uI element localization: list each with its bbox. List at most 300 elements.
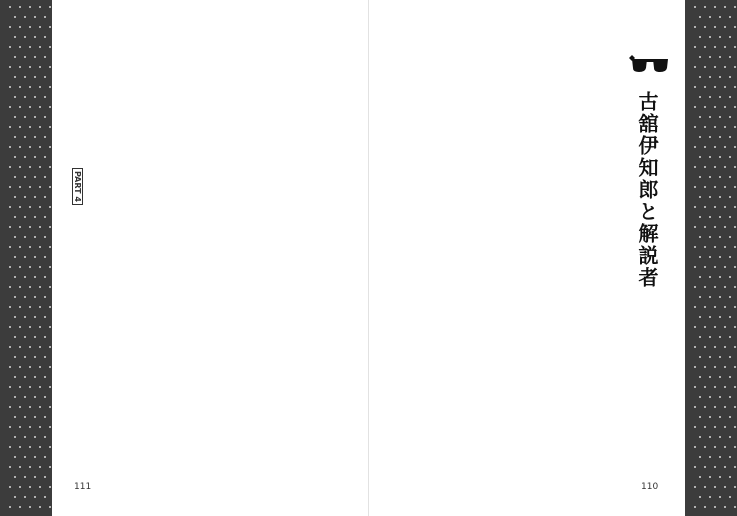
pattern-dot bbox=[34, 296, 36, 298]
pattern-dot bbox=[24, 436, 26, 438]
pattern-dot bbox=[24, 396, 26, 398]
pattern-dot bbox=[34, 76, 36, 78]
pattern-dot bbox=[729, 236, 731, 238]
pattern-dot bbox=[34, 36, 36, 38]
pattern-dot bbox=[699, 316, 701, 318]
pattern-dot bbox=[704, 106, 706, 108]
pattern-dot bbox=[709, 276, 711, 278]
pattern-dot bbox=[24, 236, 26, 238]
pattern-dot bbox=[44, 116, 46, 118]
pattern-dot bbox=[734, 466, 736, 468]
pattern-dot bbox=[24, 16, 26, 18]
pattern-dot bbox=[29, 66, 31, 68]
pattern-dot bbox=[704, 46, 706, 48]
pattern-dot bbox=[19, 226, 21, 228]
pattern-dot bbox=[29, 286, 31, 288]
pattern-dot bbox=[14, 356, 16, 358]
pattern-dot bbox=[714, 386, 716, 388]
pattern-dot bbox=[694, 46, 696, 48]
pattern-dot bbox=[49, 246, 51, 248]
pattern-dot bbox=[19, 346, 21, 348]
pattern-dot bbox=[14, 316, 16, 318]
pattern-dot bbox=[9, 226, 11, 228]
pattern-dot bbox=[34, 276, 36, 278]
pattern-dot bbox=[29, 326, 31, 328]
pattern-dot bbox=[9, 166, 11, 168]
pattern-dot bbox=[709, 36, 711, 38]
pattern-dot bbox=[734, 306, 736, 308]
pattern-dot bbox=[19, 406, 21, 408]
pattern-dot bbox=[714, 106, 716, 108]
pattern-dot bbox=[49, 126, 51, 128]
pattern-dot bbox=[14, 416, 16, 418]
pattern-dot bbox=[694, 386, 696, 388]
pattern-dot bbox=[714, 86, 716, 88]
pattern-dot bbox=[39, 246, 41, 248]
pattern-dot bbox=[714, 406, 716, 408]
pattern-dot bbox=[24, 476, 26, 478]
pattern-dot bbox=[14, 476, 16, 478]
pattern-dot bbox=[714, 426, 716, 428]
pattern-dot bbox=[694, 106, 696, 108]
pattern-dot bbox=[734, 366, 736, 368]
pattern-dot bbox=[14, 216, 16, 218]
pattern-dot bbox=[714, 366, 716, 368]
pattern-dot bbox=[729, 76, 731, 78]
pattern-dot bbox=[34, 356, 36, 358]
pattern-dot bbox=[14, 376, 16, 378]
pattern-dot bbox=[709, 396, 711, 398]
pattern-dot bbox=[714, 66, 716, 68]
pattern-dot bbox=[49, 226, 51, 228]
pattern-dot bbox=[724, 26, 726, 28]
pattern-dot bbox=[694, 246, 696, 248]
page-number: 111 bbox=[74, 482, 92, 492]
pattern-dot bbox=[44, 256, 46, 258]
pattern-dot bbox=[734, 386, 736, 388]
pattern-dot bbox=[719, 136, 721, 138]
pattern-dot bbox=[29, 126, 31, 128]
pattern-dot bbox=[19, 386, 21, 388]
right-edge-band bbox=[685, 0, 737, 516]
pattern-dot bbox=[9, 486, 11, 488]
pattern-dot bbox=[694, 66, 696, 68]
pattern-dot bbox=[29, 406, 31, 408]
pattern-dot bbox=[39, 166, 41, 168]
pattern-dot bbox=[29, 366, 31, 368]
pattern-dot bbox=[49, 346, 51, 348]
pattern-dot bbox=[34, 56, 36, 58]
pattern-dot bbox=[49, 26, 51, 28]
pattern-dot bbox=[709, 116, 711, 118]
pattern-dot bbox=[699, 136, 701, 138]
pattern-dot bbox=[699, 36, 701, 38]
pattern-dot bbox=[9, 286, 11, 288]
pattern-dot bbox=[29, 386, 31, 388]
pattern-dot bbox=[734, 346, 736, 348]
pattern-dot bbox=[694, 486, 696, 488]
pattern-dot bbox=[724, 6, 726, 8]
pattern-dot bbox=[719, 176, 721, 178]
pattern-dot bbox=[14, 336, 16, 338]
pattern-dot bbox=[39, 346, 41, 348]
pattern-dot bbox=[724, 286, 726, 288]
pattern-dot bbox=[9, 306, 11, 308]
pattern-dot bbox=[19, 306, 21, 308]
pattern-dot bbox=[34, 236, 36, 238]
pattern-dot bbox=[14, 36, 16, 38]
pattern-dot bbox=[29, 246, 31, 248]
pattern-dot bbox=[729, 396, 731, 398]
pattern-dot bbox=[9, 246, 11, 248]
pattern-dot bbox=[709, 196, 711, 198]
pattern-dot bbox=[29, 166, 31, 168]
pattern-dot bbox=[724, 106, 726, 108]
pattern-dot bbox=[44, 436, 46, 438]
pattern-dot bbox=[714, 246, 716, 248]
pattern-dot bbox=[24, 256, 26, 258]
pattern-dot bbox=[9, 386, 11, 388]
pattern-dot bbox=[724, 266, 726, 268]
pattern-dot bbox=[729, 116, 731, 118]
pattern-dot bbox=[24, 276, 26, 278]
pattern-dot bbox=[24, 216, 26, 218]
pattern-dot bbox=[9, 206, 11, 208]
pattern-dot bbox=[44, 76, 46, 78]
pattern-dot bbox=[9, 426, 11, 428]
pattern-dot bbox=[719, 216, 721, 218]
pattern-dot bbox=[719, 296, 721, 298]
pattern-dot bbox=[19, 146, 21, 148]
pattern-dot bbox=[724, 426, 726, 428]
body-text bbox=[383, 55, 613, 475]
pattern-dot bbox=[699, 216, 701, 218]
pattern-dot bbox=[29, 206, 31, 208]
pattern-dot bbox=[39, 46, 41, 48]
pattern-dot bbox=[49, 466, 51, 468]
pattern-dot bbox=[719, 16, 721, 18]
pattern-dot bbox=[24, 316, 26, 318]
pattern-dot bbox=[9, 346, 11, 348]
pattern-dot bbox=[719, 56, 721, 58]
pattern-dot bbox=[24, 416, 26, 418]
section-heading: 古舘伊知郎と解説者 bbox=[635, 91, 659, 289]
pattern-dot bbox=[724, 246, 726, 248]
pattern-dot bbox=[49, 186, 51, 188]
pattern-dot bbox=[729, 296, 731, 298]
pattern-dot bbox=[19, 66, 21, 68]
pattern-dot bbox=[49, 6, 51, 8]
pattern-dot bbox=[49, 446, 51, 448]
pattern-dot bbox=[699, 196, 701, 198]
pattern-dot bbox=[704, 146, 706, 148]
pattern-dot bbox=[14, 76, 16, 78]
pattern-dot bbox=[729, 256, 731, 258]
pattern-dot bbox=[44, 356, 46, 358]
pattern-dot bbox=[14, 236, 16, 238]
pattern-dot bbox=[709, 456, 711, 458]
pattern-dot bbox=[709, 496, 711, 498]
pattern-dot bbox=[719, 476, 721, 478]
pattern-dot bbox=[714, 306, 716, 308]
pattern-dot bbox=[14, 276, 16, 278]
pattern-dot bbox=[734, 206, 736, 208]
pattern-dot bbox=[39, 206, 41, 208]
pattern-dot bbox=[9, 466, 11, 468]
pattern-dot bbox=[699, 56, 701, 58]
pattern-dot bbox=[19, 486, 21, 488]
pattern-dot bbox=[699, 436, 701, 438]
pattern-dot bbox=[729, 176, 731, 178]
pattern-dot bbox=[14, 296, 16, 298]
pattern-dot bbox=[14, 116, 16, 118]
pattern-dot bbox=[704, 266, 706, 268]
pattern-dot bbox=[704, 86, 706, 88]
pattern-dot bbox=[734, 266, 736, 268]
pattern-dot bbox=[44, 336, 46, 338]
pattern-dot bbox=[9, 26, 11, 28]
pattern-dot bbox=[694, 406, 696, 408]
pattern-dot bbox=[699, 456, 701, 458]
pattern-dot bbox=[699, 176, 701, 178]
pattern-dot bbox=[719, 316, 721, 318]
pattern-dot bbox=[719, 196, 721, 198]
pattern-dot bbox=[39, 186, 41, 188]
pattern-dot bbox=[24, 336, 26, 338]
pattern-dot bbox=[14, 436, 16, 438]
pattern-dot bbox=[14, 156, 16, 158]
pattern-dot bbox=[734, 486, 736, 488]
pattern-dot bbox=[704, 6, 706, 8]
pattern-dot bbox=[44, 36, 46, 38]
pattern-dot bbox=[719, 76, 721, 78]
pattern-dot bbox=[714, 46, 716, 48]
pattern-dot bbox=[24, 496, 26, 498]
pattern-dot bbox=[49, 386, 51, 388]
pattern-dot bbox=[734, 506, 736, 508]
page-number: 110 bbox=[641, 482, 659, 492]
pattern-dot bbox=[39, 486, 41, 488]
pattern-dot bbox=[9, 86, 11, 88]
pattern-dot bbox=[709, 216, 711, 218]
pattern-dot bbox=[709, 16, 711, 18]
pattern-dot bbox=[19, 206, 21, 208]
pattern-dot bbox=[44, 236, 46, 238]
pattern-dot bbox=[714, 286, 716, 288]
pattern-dot bbox=[724, 486, 726, 488]
pattern-dot bbox=[49, 286, 51, 288]
pattern-dot bbox=[29, 306, 31, 308]
pattern-dot bbox=[714, 26, 716, 28]
pattern-dot bbox=[9, 446, 11, 448]
pattern-dot bbox=[9, 106, 11, 108]
pattern-dot bbox=[699, 496, 701, 498]
pattern-dot bbox=[734, 406, 736, 408]
pattern-dot bbox=[49, 206, 51, 208]
pattern-dot bbox=[724, 406, 726, 408]
pattern-dot bbox=[734, 446, 736, 448]
pattern-dot bbox=[714, 346, 716, 348]
pattern-dot bbox=[9, 326, 11, 328]
body-text bbox=[92, 55, 354, 475]
pattern-dot bbox=[9, 146, 11, 148]
pattern-dot bbox=[719, 256, 721, 258]
pattern-dot bbox=[19, 186, 21, 188]
pattern-dot bbox=[719, 156, 721, 158]
pattern-dot bbox=[714, 6, 716, 8]
pattern-dot bbox=[729, 156, 731, 158]
pattern-dot bbox=[49, 86, 51, 88]
pattern-dot bbox=[29, 106, 31, 108]
pattern-dot bbox=[704, 126, 706, 128]
pattern-dot bbox=[729, 416, 731, 418]
pattern-dot bbox=[709, 356, 711, 358]
pattern-dot bbox=[694, 186, 696, 188]
pattern-dot bbox=[14, 96, 16, 98]
pattern-dot bbox=[24, 456, 26, 458]
pattern-dot bbox=[694, 86, 696, 88]
pattern-dot bbox=[39, 386, 41, 388]
pattern-dot bbox=[34, 196, 36, 198]
pattern-dot bbox=[34, 176, 36, 178]
pattern-dot bbox=[39, 366, 41, 368]
pattern-dot bbox=[734, 66, 736, 68]
pattern-dot bbox=[724, 146, 726, 148]
pattern-dot bbox=[699, 356, 701, 358]
pattern-dot bbox=[729, 56, 731, 58]
pattern-dot bbox=[29, 486, 31, 488]
pattern-dot bbox=[734, 6, 736, 8]
pattern-dot bbox=[714, 446, 716, 448]
pattern-dot bbox=[24, 376, 26, 378]
pattern-dot bbox=[14, 196, 16, 198]
pattern-dot bbox=[49, 366, 51, 368]
pattern-dot bbox=[29, 506, 31, 508]
pattern-dot bbox=[699, 476, 701, 478]
pattern-dot bbox=[729, 456, 731, 458]
pattern-dot bbox=[39, 426, 41, 428]
pattern-dot bbox=[34, 376, 36, 378]
pattern-dot bbox=[19, 286, 21, 288]
pattern-dot bbox=[719, 36, 721, 38]
pattern-dot bbox=[709, 76, 711, 78]
pattern-dot bbox=[699, 296, 701, 298]
pattern-dot bbox=[49, 266, 51, 268]
pattern-dot bbox=[729, 316, 731, 318]
pattern-dot bbox=[39, 306, 41, 308]
pattern-dot bbox=[719, 276, 721, 278]
pattern-dot bbox=[724, 166, 726, 168]
pattern-dot bbox=[734, 46, 736, 48]
pattern-dot bbox=[34, 156, 36, 158]
pattern-dot bbox=[19, 6, 21, 8]
pattern-dot bbox=[34, 456, 36, 458]
pattern-dot bbox=[14, 56, 16, 58]
pattern-dot bbox=[724, 346, 726, 348]
pattern-dot bbox=[709, 236, 711, 238]
pattern-dot bbox=[694, 286, 696, 288]
pattern-dot bbox=[49, 506, 51, 508]
pattern-dot bbox=[734, 126, 736, 128]
pattern-dot bbox=[44, 476, 46, 478]
pattern-dot bbox=[704, 346, 706, 348]
pattern-dot bbox=[34, 496, 36, 498]
pattern-dot bbox=[719, 356, 721, 358]
pattern-dot bbox=[699, 276, 701, 278]
pattern-dot bbox=[29, 46, 31, 48]
pattern-dot bbox=[734, 106, 736, 108]
pattern-dot bbox=[724, 186, 726, 188]
pattern-dot bbox=[719, 336, 721, 338]
pattern-dot bbox=[724, 446, 726, 448]
pattern-dot bbox=[704, 446, 706, 448]
pattern-dot bbox=[29, 86, 31, 88]
pattern-dot bbox=[714, 226, 716, 228]
pattern-dot bbox=[699, 336, 701, 338]
pattern-dot bbox=[44, 296, 46, 298]
pattern-dot bbox=[694, 266, 696, 268]
pattern-dot bbox=[724, 306, 726, 308]
pattern-dot bbox=[729, 96, 731, 98]
pattern-dot bbox=[724, 66, 726, 68]
pattern-dot bbox=[734, 186, 736, 188]
left-edge-band bbox=[0, 0, 52, 516]
pattern-dot bbox=[699, 236, 701, 238]
pattern-dot bbox=[724, 46, 726, 48]
pattern-dot bbox=[29, 6, 31, 8]
pattern-dot bbox=[699, 96, 701, 98]
pattern-dot bbox=[19, 126, 21, 128]
pattern-dot bbox=[709, 436, 711, 438]
pattern-dot bbox=[19, 506, 21, 508]
pattern-dot bbox=[39, 446, 41, 448]
pattern-dot bbox=[709, 336, 711, 338]
pattern-dot bbox=[39, 226, 41, 228]
pattern-dot bbox=[719, 496, 721, 498]
pattern-dot bbox=[49, 326, 51, 328]
pattern-dot bbox=[9, 266, 11, 268]
pattern-dot bbox=[734, 166, 736, 168]
pattern-dot bbox=[24, 36, 26, 38]
pattern-dot bbox=[49, 166, 51, 168]
pattern-dot bbox=[704, 306, 706, 308]
pattern-dot bbox=[29, 146, 31, 148]
pattern-dot bbox=[694, 306, 696, 308]
pattern-dot bbox=[49, 426, 51, 428]
pattern-dot bbox=[704, 286, 706, 288]
pattern-dot bbox=[44, 316, 46, 318]
pattern-dot bbox=[14, 176, 16, 178]
pattern-dot bbox=[9, 6, 11, 8]
pattern-dot bbox=[719, 236, 721, 238]
pattern-dot bbox=[724, 126, 726, 128]
pattern-dot bbox=[49, 406, 51, 408]
pattern-dot bbox=[694, 166, 696, 168]
pattern-dot bbox=[729, 16, 731, 18]
pattern-dot bbox=[719, 436, 721, 438]
pattern-dot bbox=[709, 156, 711, 158]
pattern-dot bbox=[34, 96, 36, 98]
pattern-dot bbox=[39, 266, 41, 268]
pattern-dot bbox=[724, 466, 726, 468]
pattern-dot bbox=[24, 156, 26, 158]
pattern-dot bbox=[714, 126, 716, 128]
glasses-icon bbox=[629, 55, 671, 81]
pattern-dot bbox=[34, 476, 36, 478]
pattern-dot bbox=[714, 266, 716, 268]
pattern-dot bbox=[729, 216, 731, 218]
pattern-dot bbox=[14, 256, 16, 258]
